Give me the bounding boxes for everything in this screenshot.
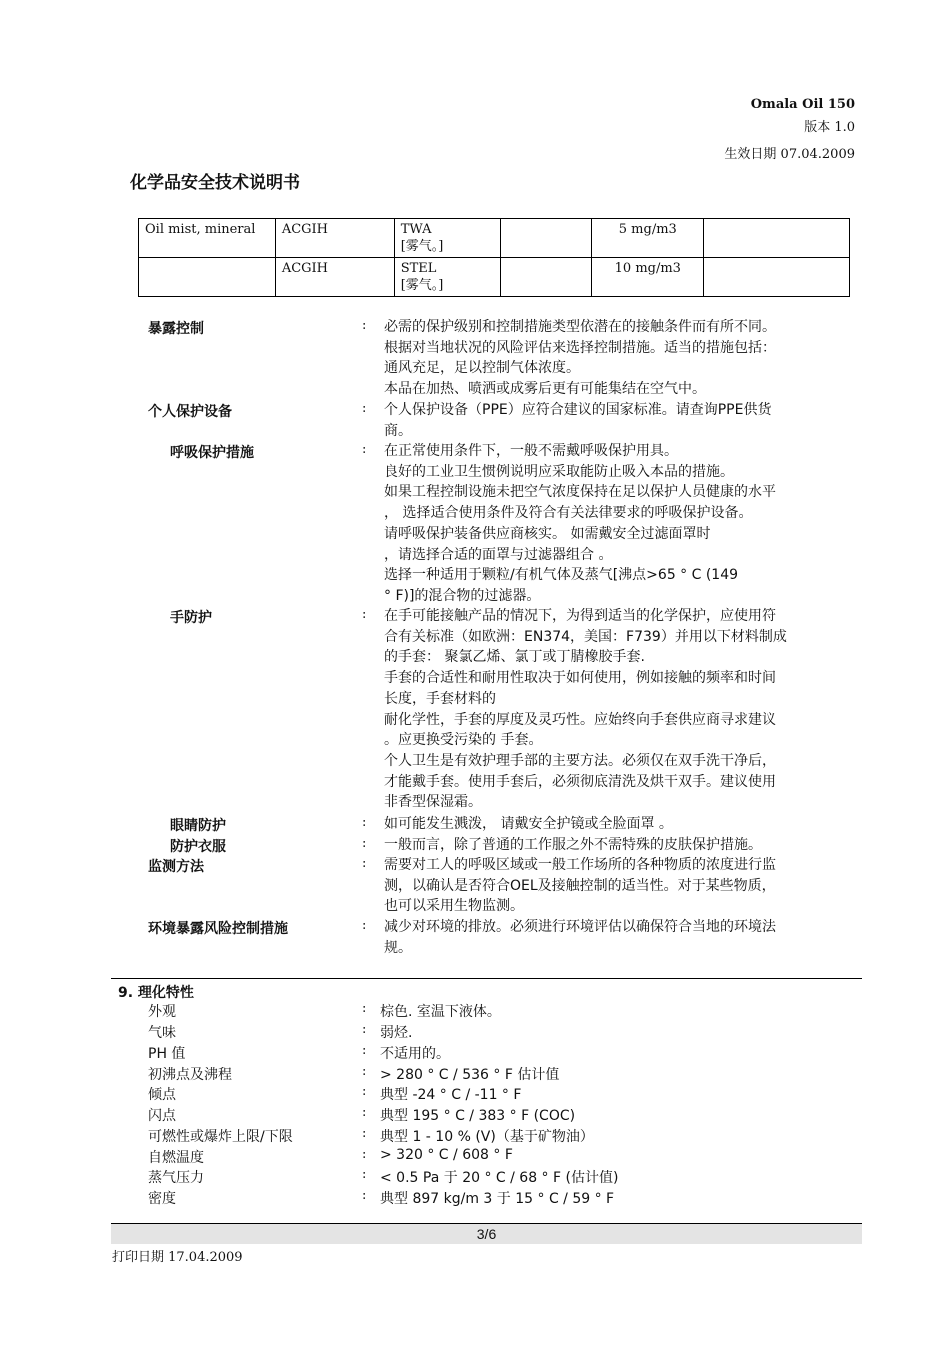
text-line: 请呼吸保护装备供应商核实。 如需戴安全过滤面罩时 [384, 525, 711, 542]
property-value: 典型 897 kg/m 3 于 15 ° C / 59 ° F [380, 1191, 615, 1207]
colon: : [362, 918, 367, 933]
text-line: ，请选择合适的面罩与过滤器组合 。 [384, 546, 613, 563]
limit-note: [雾气。] [400, 278, 444, 293]
property-value: 典型 195 ° C / 383 ° F (COC) [380, 1108, 576, 1124]
text-line: 耐化学性，手套的厚度及灵巧性。应始终向手套供应商寻求建议 [384, 711, 776, 728]
property-label: PH 值 [148, 1046, 186, 1062]
table-cell [394, 258, 500, 297]
colon: : [362, 1147, 367, 1162]
text-line: 良好的工业卫生惯例说明应采取能防止吸入本品的措施。 [384, 463, 734, 480]
property-label: 初沸点及沸程 [148, 1067, 232, 1083]
table-cell: ACGIH [275, 258, 394, 297]
colon: : [362, 318, 367, 333]
version-label: 版本 1.0 [804, 120, 855, 135]
text-line: ° F)]的混合物的过滤器。 [384, 587, 541, 604]
protective-clothing-label: 防护衣服 [170, 839, 226, 855]
text-line: 非香型保湿霜。 [384, 794, 482, 811]
text-line: 必需的保护级别和控制措施类型依潜在的接触条件而有所不同。 [384, 319, 776, 335]
property-label: 倾点 [148, 1087, 176, 1103]
text-line: 个人保护设备（PPE）应符合建议的国家标准。请查询PPE供货 [384, 402, 772, 418]
table-cell [500, 258, 592, 297]
text-line: 手套的合适性和耐用性取决于如何使用，例如接触的频率和时间 [384, 670, 776, 687]
page-number: 3/6 [476, 1226, 497, 1242]
hand-protection-label: 手防护 [170, 610, 212, 626]
colon: : [362, 1043, 367, 1058]
colon: : [362, 1022, 367, 1037]
text-line: 合有关标准（如欧洲：EN374，美国：F739）并用以下材料制成 [384, 628, 787, 645]
text-line: 测，以确认是否符合OEL及接触控制的适当性。对于某些物质， [384, 877, 776, 894]
table-cell [704, 258, 850, 297]
text-line: 长度，手套材料的 [384, 690, 496, 707]
eye-protection-text [384, 814, 836, 835]
monitoring-text [384, 855, 836, 917]
table-row [139, 219, 850, 258]
property-label: 自燃温度 [148, 1150, 204, 1166]
property-value: 棕色. 室温下液体。 [380, 1004, 501, 1020]
text-line: 通风充足，足以控制气体浓度。 [384, 360, 580, 377]
ppe-text [384, 400, 836, 441]
colon: : [362, 1126, 367, 1141]
colon: : [362, 1084, 367, 1099]
property-label: 密度 [148, 1191, 176, 1207]
eye-protection-label: 眼睛防护 [170, 818, 226, 834]
colon: : [362, 1064, 367, 1079]
colon: : [362, 442, 367, 457]
text-line: 在正常使用条件下，一般不需戴呼吸保护用具。 [384, 443, 678, 459]
table-cell: 10 mg/m3 [592, 258, 704, 297]
text-line: 本品在加热、喷洒或成雾后更有可能集结在空气中。 [384, 381, 706, 398]
text-line: 也可以采用生物监测。 [384, 898, 524, 915]
property-value: 典型 -24 ° C / -11 ° F [380, 1087, 522, 1103]
text-line: ， 选择适合使用条件及符合有关法律要求的呼吸保护设备。 [384, 505, 753, 522]
property-value: > 280 ° C / 536 ° F 估计值 [380, 1067, 560, 1083]
property-label: 闪点 [148, 1108, 176, 1124]
text-line: 在手可能接触产品的情况下，为得到适当的化学保护，应使用符 [384, 608, 776, 624]
text-line: 规。 [384, 939, 412, 956]
limit-note: [雾气。] [400, 239, 444, 254]
property-value: 不适用的。 [380, 1046, 450, 1062]
monitoring-label: 监测方法 [148, 859, 204, 875]
colon: : [362, 1105, 367, 1120]
environmental-control-text [384, 917, 836, 958]
property-value: 弱烃. [380, 1025, 413, 1041]
property-value: 典型 1 - 10 % (V)（基于矿物油） [380, 1129, 594, 1145]
protective-clothing-text [384, 835, 836, 856]
effective-date: 生效日期 07.04.2009 [724, 147, 855, 162]
property-value: < 0.5 Pa 于 20 ° C / 68 ° F (估计值) [380, 1170, 619, 1186]
table-cell [394, 219, 500, 258]
property-label: 气味 [148, 1025, 176, 1041]
table-row [139, 258, 850, 297]
colon: : [362, 815, 367, 830]
hand-protection-text [384, 606, 836, 813]
property-label: 可燃性或爆炸上限/下限 [148, 1129, 293, 1145]
text-line: 减少对环境的排放。必须进行环境评估以确保符合当地的环境法 [384, 919, 776, 935]
product-name: Omala Oil 150 [750, 97, 855, 112]
ppe-label: 个人保护设备 [148, 404, 232, 420]
text-line: 商。 [384, 422, 412, 439]
table-cell: 5 mg/m3 [592, 219, 704, 258]
table-cell [704, 219, 850, 258]
section-heading: 9. 理化特性 [118, 985, 194, 1001]
table-cell: Oil mist, mineral [139, 219, 276, 258]
text-line: 选择一种适用于颗粒/有机气体及蒸气[沸点>65 ° C (149 [384, 567, 739, 584]
text-line: 才能戴手套。使用手套后，必须彻底清洗及烘干双手。建议使用 [384, 773, 776, 790]
text-line: 如可能发生溅泼， 请戴安全护镜或全脸面罩 。 [384, 816, 673, 832]
colon: : [362, 856, 367, 871]
table-cell: ACGIH [275, 219, 394, 258]
exposure-control-label: 暴露控制 [148, 321, 204, 337]
table-cell [139, 258, 276, 297]
text-line: 的手套： 聚氯乙烯、氯丁或丁腈橡胶手套. [384, 649, 645, 666]
exposure-limits-table [138, 218, 850, 297]
limit-type: STEL [400, 261, 437, 276]
property-label: 外观 [148, 1004, 176, 1020]
property-value: > 320 ° C / 608 ° F [380, 1147, 513, 1163]
colon: : [362, 1001, 367, 1016]
colon: : [362, 1167, 367, 1182]
text-line: 根据对当地状况的风险评估来选择控制措施。适当的措施包括： [384, 339, 776, 356]
colon: : [362, 1188, 367, 1203]
page-footer-bar [111, 1223, 862, 1244]
text-line: 个人卫生是有效护理手部的主要方法。必须仅在双手洗干净后， [384, 752, 776, 769]
colon: : [362, 607, 367, 622]
section-divider [111, 978, 862, 979]
environmental-control-label: 环境暴露风险控制措施 [148, 921, 288, 937]
text-line: 如果工程控制设施未把空气浓度保持在足以保护人员健康的水平 [384, 484, 776, 501]
text-line: 。应更换受污染的 手套。 [384, 732, 543, 749]
limit-type: TWA [400, 222, 432, 237]
respiratory-protection-label: 呼吸保护措施 [170, 445, 254, 461]
text-line: 需要对工人的呼吸区域或一般工作场所的各种物质的浓度进行监 [384, 857, 776, 873]
property-label: 蒸气压力 [148, 1170, 204, 1186]
document-title: 化学品安全技术说明书 [130, 173, 300, 193]
print-date: 打印日期 17.04.2009 [112, 1250, 243, 1265]
exposure-control-text [384, 317, 836, 400]
colon: : [362, 836, 367, 851]
text-line: 一般而言，除了普通的工作服之外不需特殊的皮肤保护措施。 [384, 837, 762, 853]
respiratory-protection-text [384, 441, 836, 607]
table-cell [500, 219, 592, 258]
colon: : [362, 401, 367, 416]
